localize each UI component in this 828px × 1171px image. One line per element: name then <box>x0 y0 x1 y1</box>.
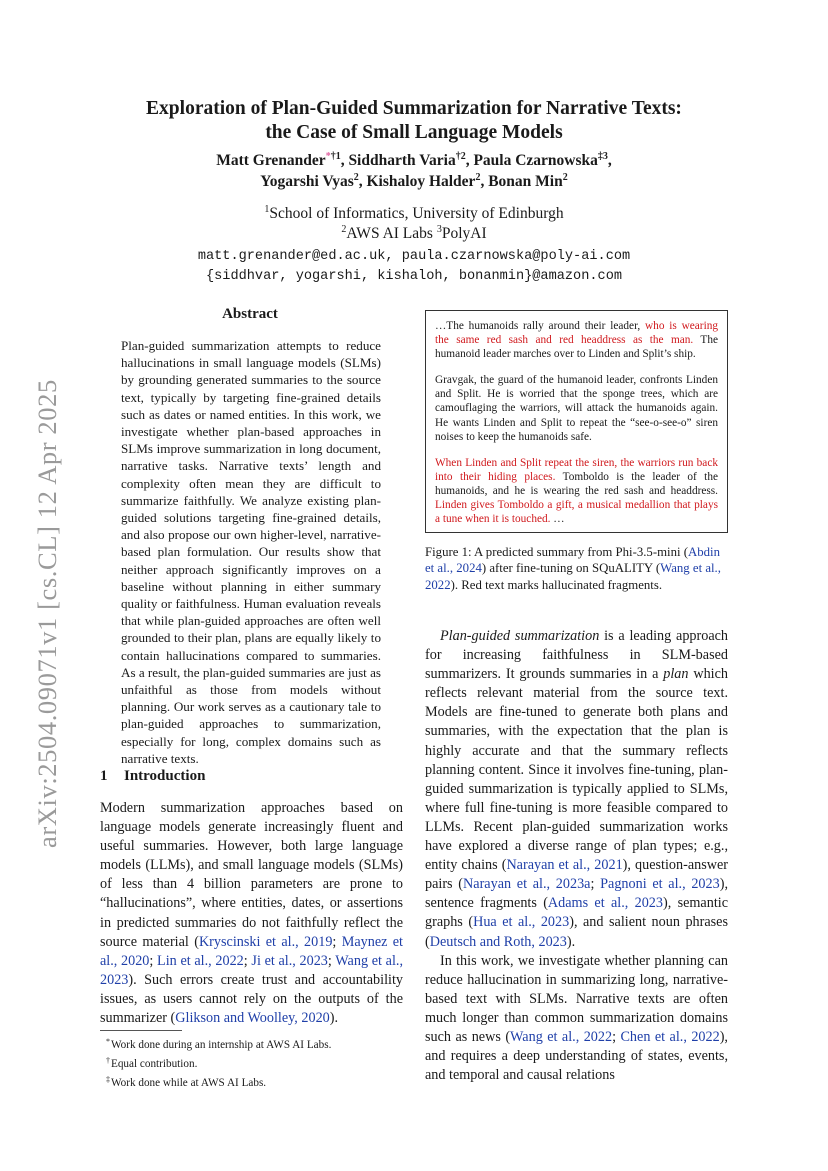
authors-line-2: Yogarshi Vyas$^2$, Kishaloy Halder$^2$, Bonan Min$^2$ <box>260 172 568 190</box>
citation-link[interactable]: Pagnoni et al., 2023 <box>600 876 720 893</box>
arxiv-side-stamp: arXiv:2504.09071v1 [cs.CL] 12 Apr 2025 <box>32 379 62 848</box>
affiliation-mark: 3 <box>436 223 442 235</box>
figure-paragraph: Gravgak, the guard of the humanoid leader, confronts Linden and Split. He is worried that the sponge trees, which are camouflaging the warriors, will attack the humanoids again. He wants Linden and Split to repeat the “see-o-see-o” siren noises to keep the humanoids safe. <box>435 374 718 443</box>
affiliation-mark: 1 <box>264 204 270 215</box>
body-text: ; <box>590 876 601 893</box>
citation-link[interactable]: Wang et al., 2022 <box>425 561 721 592</box>
body-text: ; <box>327 952 336 969</box>
body-text: ), and requires a deep understanding of states, events, and temporal and causal relations <box>425 1028 728 1084</box>
author-mark: 2 <box>475 172 481 183</box>
author-mark: ‡3 <box>597 151 608 162</box>
caption-text: ) after fine-tuning on SQuALITY ( <box>481 561 661 576</box>
abstract-heading: Abstract <box>222 306 278 322</box>
citation-link[interactable]: Kryscinski et al., 2019 <box>198 933 333 950</box>
author-name: Yogarshi Vyas <box>260 173 354 190</box>
author-mark: †1 <box>330 151 341 162</box>
author-mark: †2 <box>455 151 466 162</box>
citation-link[interactable]: Adams et al., 2023 <box>547 895 663 912</box>
author-mark: 2 <box>562 172 568 183</box>
title-line-1: Exploration of Plan-Guided Summarization for Narrative Texts: <box>146 98 682 119</box>
affiliation-line-1 <box>100 204 728 224</box>
intro-continued <box>425 627 728 1085</box>
author-name: Kishaloy Halder <box>366 173 476 190</box>
author-name: Bonan Min <box>488 173 563 190</box>
body-text: Modern summarization approaches based on language models generate increasingly fluent and useful summaries. However, both large language models (LLMs), and small language models (SLMs) of less than 4 billion parameters are prone to “hallucinations”, where entities, dates, or assertions in predicted summaries do not faithfully reflect the source material ( <box>100 800 403 950</box>
affiliation-text: School of Informatics, University of Edinburgh <box>269 205 564 222</box>
hallucinated-text: When Linden and Split repeat the siren, the warriors run back into their hiding places. <box>435 456 718 483</box>
footnote-text: Equal contribution. <box>111 1058 198 1070</box>
citation-link[interactable]: Wang et al., 2022 <box>510 1028 613 1045</box>
citation-link[interactable]: Chen et al., 2022 <box>620 1028 720 1045</box>
hallucinated-text: Linden gives Tomboldo a gift, a musical medallion that plays a tune when it is touched. <box>435 499 718 526</box>
affiliation-text: PolyAI <box>441 224 487 242</box>
affiliations <box>100 204 728 243</box>
author-name: Paula Czarnowska <box>473 152 598 169</box>
author-list <box>100 150 728 192</box>
emphasis-text: plan <box>663 666 689 683</box>
body-text: ), semantic graphs ( <box>425 895 729 931</box>
citation-link[interactable]: Hua et al., 2023 <box>473 914 570 931</box>
affiliation-text: AWS AI Labs <box>346 224 437 242</box>
author-name: Matt Grenander <box>216 152 326 169</box>
intro-paragraph <box>100 799 403 1028</box>
body-text: which reflects relevant material from the source text. Models are fine-tuned to generate both plans and summaries, with the expectation that the plan is highly accurate and that the summary reflects planning content. Since it involves fine-tuning, plan-guided summarization is typically applied to SLMs, where full fine-tuning is more feasible compared to LLMs. Recent plan-guided summarization works have explored a diverse range of plan types; e.g., entity chains ( <box>425 666 728 874</box>
caption-text: Figure 1: A predicted summary from Phi-3.5-mini ( <box>425 545 689 559</box>
body-text: ; <box>332 933 342 950</box>
figure-caption <box>425 544 728 593</box>
footnote-2 <box>106 1053 412 1072</box>
body-text: In this work, we investigate whether planning can reduce hallucination in summarizing long, narrative-based text with SLMs. Narrative texts are often much longer than common summarization domains such as news ( <box>425 952 728 1045</box>
abstract-text: Plan-guided summarization attempts to reduce hallucinations in small language models (SLMs) by grounding generated summaries to the source text, typically by targeting fine-grained details such as dates or named entities. In this work, we investigate whether plan-based approaches in SLMs improve summarization in long document, narrative tasks. Narrative texts’ length and complexity often mean they are difficult to summarize faithfully. We analyze existing plan-guided solutions targeting fine-grained details, and also propose our own higher-level, narrative-based plan formulation. Our results show that neither approach significantly improves on a baseline without planning in either summary quality or faithfulness. Human evaluation reveals that while plan-guided approaches are often well grounded to their plan, plans are equally likely to contain hallucinations compared to summaries. As a result, the plan-guided summaries are just as unfaithful as those from models without planning. Our work serves as a cautionary tale to plan-guided approaches to summarization, especially for long, complex domains such as narrative texts. <box>121 338 381 766</box>
body-text: ; <box>243 952 252 969</box>
author-emails <box>100 247 728 286</box>
body-paragraph <box>425 952 728 1086</box>
body-paragraph <box>425 627 728 952</box>
body-text: ). <box>566 933 576 950</box>
caption-text: ). Red text marks hallucinated fragments. <box>450 577 663 592</box>
section-heading <box>100 768 205 785</box>
figure-summary-box <box>425 310 728 533</box>
section-title: Introduction <box>124 768 206 784</box>
citation-link[interactable]: Wang et al., 2023 <box>100 952 403 988</box>
body-text: ; <box>612 1028 621 1045</box>
footnote-1 <box>106 1034 412 1053</box>
emphasis-text: Plan-guided summarization <box>440 628 600 644</box>
figure-paragraph <box>435 319 718 361</box>
figure-text: Tomboldo is the leader of the humanoids, and he is wearing the red sash and headdress. <box>435 470 718 497</box>
figure-paragraph <box>435 456 718 526</box>
citation-link[interactable]: Maynez et al., 2020 <box>100 933 404 969</box>
body-text: ; <box>149 952 158 969</box>
footnote-mark: † <box>106 1056 110 1065</box>
title-line-2: the Case of Small Language Models <box>265 122 563 143</box>
footnote-rule <box>100 1030 182 1031</box>
author-mark: * <box>325 151 331 162</box>
author-mark: 2 <box>353 172 359 183</box>
citation-link[interactable]: Narayan et al., 2023a <box>463 876 591 893</box>
section-number: 1 <box>100 768 108 784</box>
footnote-mark: ‡ <box>106 1075 110 1084</box>
footnote-mark: * <box>106 1037 110 1046</box>
footnotes <box>106 1034 412 1091</box>
affiliation-mark: 2 <box>341 223 347 235</box>
author-name: Siddharth Varia <box>348 152 456 169</box>
citation-link[interactable]: Ji et al., 2023 <box>251 952 328 969</box>
email-line-1[interactable]: matt.grenander@ed.ac.uk, paula.czarnowska@poly-ai.com <box>197 249 631 264</box>
body-text: ), question-answer pairs ( <box>425 857 728 893</box>
footnote-3 <box>106 1072 412 1091</box>
footnote-text: Work done while at AWS AI Labs. <box>111 1077 267 1089</box>
hallucinated-text: who is wearing the same red sash and red headdress as the man. <box>435 320 718 347</box>
email-line-2[interactable]: {siddhvar, yogarshi, kishaloh, bonanmin}@amazon.com <box>205 268 623 284</box>
body-text: ), sentence fragments ( <box>425 876 728 912</box>
body-text: ). <box>329 1010 339 1027</box>
citation-link[interactable]: Glikson and Woolley, 2020 <box>175 1010 330 1027</box>
figure-text: The humanoid leader marches over to Linden and Split’s ship. <box>435 334 718 361</box>
body-text: ), and salient noun phrases ( <box>425 914 728 950</box>
footnote-text: Work done during an internship at AWS AI Labs. <box>111 1039 332 1051</box>
figure-text: …The humanoids rally around their leader, <box>435 320 646 332</box>
body-text: ). Such errors create trust and accountability issues, as users cannot rely on the outputs of the summarizer ( <box>100 971 403 1027</box>
paper-title <box>100 97 728 145</box>
affiliation-line-2 <box>100 224 728 244</box>
citation-link[interactable]: Abdin et al., 2024 <box>425 545 721 576</box>
citation-link[interactable]: Narayan et al., 2021 <box>506 857 623 874</box>
authors-line-1: Matt Grenander$^{*\dagger 1}$, Siddharth Varia$^{\dagger 2}$, Paula Czarnowska$^{\ddagger 3}$, <box>216 151 612 169</box>
body-text: is a leading approach for increasing faithfulness in SLM-based summarizers. It grounds summaries in a <box>425 628 729 683</box>
citation-link[interactable]: Deutsch and Roth, 2023 <box>429 933 567 950</box>
citation-link[interactable]: Lin et al., 2022 <box>157 952 244 969</box>
figure-text: … <box>550 513 565 526</box>
